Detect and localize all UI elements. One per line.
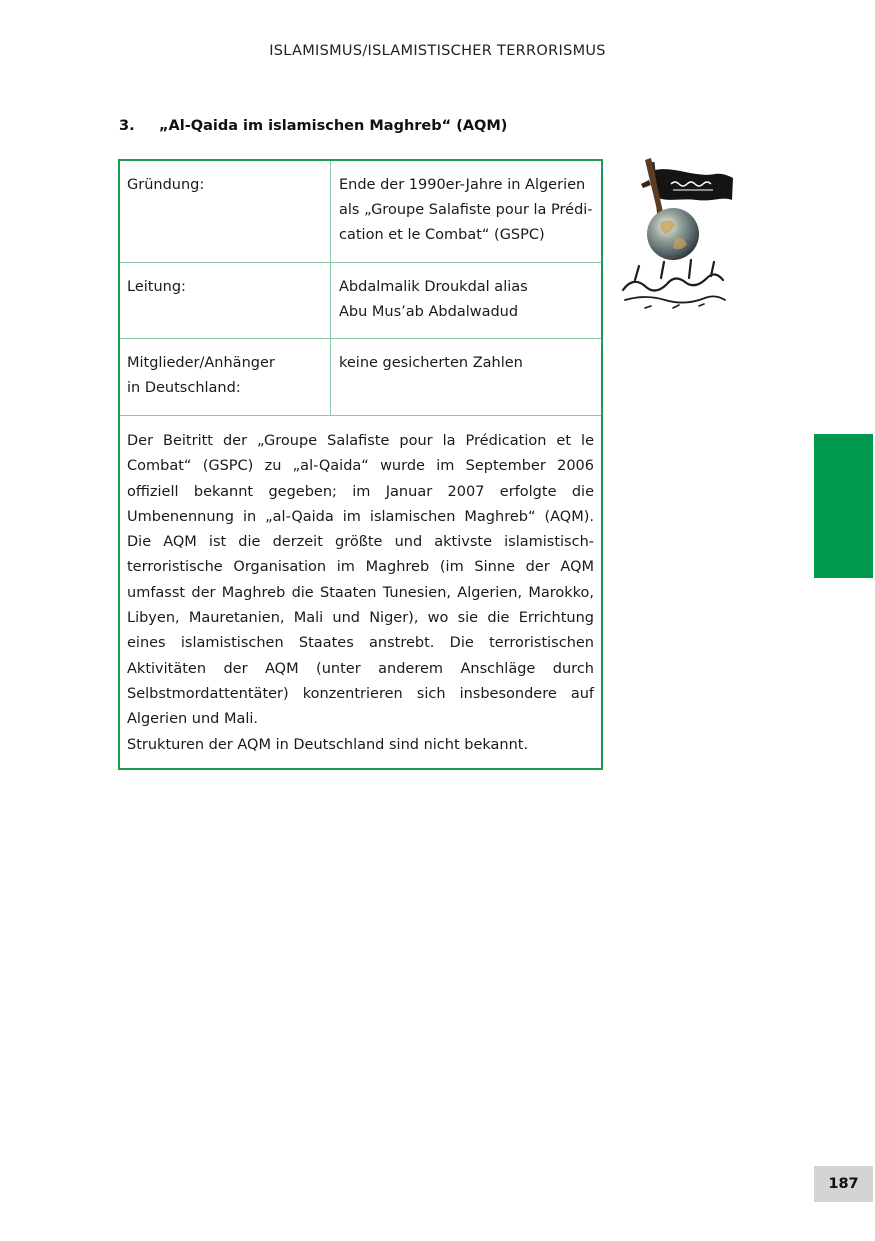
description: [120, 416, 601, 768]
description-note: Strukturen der AQM in Deutschland sind nicht bekannt.: [127, 736, 529, 753]
aqm-emblem-icon: [615, 140, 758, 330]
value-leadership: [331, 263, 601, 338]
label-members: [120, 339, 331, 415]
label-line: Mitglieder/Anhänger: [127, 355, 275, 371]
description-paragraph: Der Beitritt der „Groupe Salafiste pour la Prédication et le Combat“ (GSPC) zu „al-Qaida“ wurde im September 2006 offiziell bekannt gegeben; im Januar 2007 erfolgte die Umbenennung in „al-Qaida im islamischen Maghreb“ (AQM). Die AQM ist die derzeit größte und aktivste islamistisch-terroristische Organisation im Maghreb (im Sinne der AQM umfasst der Maghreb die Staaten Tunesien, Algerien, Marokko, Libyen, Mauretanien, Mali und Niger), wo sie die Errichtung eines islamistischen Staates anstrebt. Die terroristischen Aktivitäten der AQM (unter anderem Anschläge durch Selbstmordattentäter) konzentrieren sich insbesondere auf Algerien und Mali.: [127, 433, 594, 728]
value-founding: [331, 161, 601, 262]
row-leadership: [120, 263, 601, 339]
value-line: cation et le Combat“ (GSPC): [339, 227, 545, 243]
value-line: Abdalmalik Droukdal alias: [339, 279, 528, 295]
value-line: Abu Mus’ab Abdalwadud: [339, 304, 519, 320]
section-number: 3.: [119, 118, 135, 134]
section-title: „Al-Qaida im islamischen Maghreb“ (AQM): [159, 118, 508, 134]
row-founding: [120, 161, 601, 263]
value-line: als „Groupe Salafiste pour la Prédi-: [339, 202, 593, 218]
section-heading: [119, 118, 507, 134]
row-members: [120, 339, 601, 416]
label-founding: Gründung:: [120, 161, 331, 262]
label-leadership: Leitung:: [120, 263, 331, 338]
value-members: keine gesicherten Zahlen: [339, 355, 523, 371]
running-header: ISLAMISMUS/ISLAMISTISCHER TERRORISMUS: [269, 43, 606, 59]
info-box: [118, 159, 603, 770]
page-number: 187: [814, 1166, 873, 1202]
label-line: in Deutschland:: [127, 380, 241, 396]
value-line: Ende der 1990er-Jahre in Algerien: [339, 177, 586, 193]
chapter-tab: [814, 434, 873, 578]
